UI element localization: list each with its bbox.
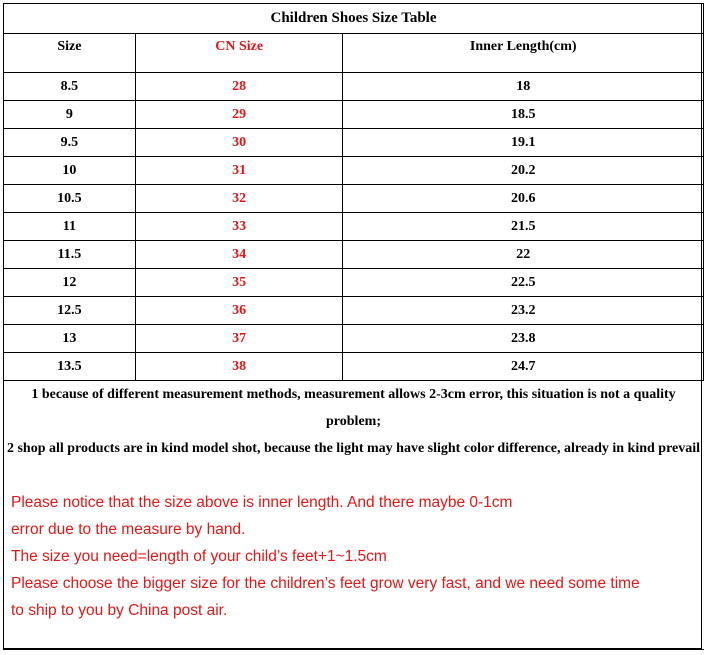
cell-inner-length: 21.5 xyxy=(343,213,704,241)
table-row xyxy=(4,101,704,129)
cell-inner-length: 22 xyxy=(343,241,704,269)
notice-line-1: Please notice that the size above is inner length. And there maybe 0-1cm xyxy=(11,494,513,511)
cell-size: 11.5 xyxy=(4,241,136,269)
cell-cn-size: 32 xyxy=(135,185,343,213)
table-row xyxy=(4,185,704,213)
notice-line-5: to ship to you by China post air. xyxy=(11,602,228,619)
table-header-row xyxy=(4,34,704,73)
cell-size: 8.5 xyxy=(4,73,136,101)
note-2: 2 shop all products are in kind model shot, because the light may have slight color difference, already in kind prevail xyxy=(6,441,701,456)
header-size: Size xyxy=(4,34,136,73)
cell-inner-length: 18 xyxy=(343,73,704,101)
notice-line-2: error due to the measure by hand. xyxy=(11,521,246,538)
cell-cn-size: 31 xyxy=(135,157,343,185)
header-cn-size: CN Size xyxy=(135,34,343,73)
cell-inner-length: 23.8 xyxy=(343,325,704,353)
table-row xyxy=(4,297,704,325)
header-inner-length: Inner Length(cm) xyxy=(343,34,704,73)
table-row xyxy=(4,353,704,381)
cell-cn-size: 33 xyxy=(135,213,343,241)
cell-size: 10.5 xyxy=(4,185,136,213)
cell-size: 10 xyxy=(4,157,136,185)
cell-size: 9 xyxy=(4,101,136,129)
cell-size: 11 xyxy=(4,213,136,241)
table-title-row xyxy=(4,4,704,34)
notes-section xyxy=(4,381,703,462)
notice-line-3: The size you need=length of your child’s feet+1~1.5cm xyxy=(11,548,387,565)
cell-inner-length: 23.2 xyxy=(343,297,704,325)
cell-inner-length: 20.6 xyxy=(343,185,704,213)
cell-cn-size: 29 xyxy=(135,101,343,129)
table-body xyxy=(4,73,704,381)
table-title: Children Shoes Size Table xyxy=(4,4,704,34)
cell-cn-size: 34 xyxy=(135,241,343,269)
note-1: 1 because of different measurement methods, measurement allows 2-3cm error, this situation is not a quality problem; xyxy=(31,387,676,429)
cell-cn-size: 37 xyxy=(135,325,343,353)
cell-cn-size: 35 xyxy=(135,269,343,297)
cell-cn-size: 38 xyxy=(135,353,343,381)
table-row xyxy=(4,241,704,269)
table-row xyxy=(4,269,704,297)
cell-cn-size: 36 xyxy=(135,297,343,325)
table-row xyxy=(4,129,704,157)
cell-size: 13 xyxy=(4,325,136,353)
cell-cn-size: 28 xyxy=(135,73,343,101)
size-table xyxy=(3,3,704,381)
notice-section xyxy=(11,489,701,624)
cell-inner-length: 18.5 xyxy=(343,101,704,129)
cell-size: 12 xyxy=(4,269,136,297)
cell-inner-length: 20.2 xyxy=(343,157,704,185)
cell-inner-length: 19.1 xyxy=(343,129,704,157)
cell-size: 12.5 xyxy=(4,297,136,325)
cell-inner-length: 22.5 xyxy=(343,269,704,297)
table-row xyxy=(4,213,704,241)
cell-cn-size: 30 xyxy=(135,129,343,157)
cell-size: 9.5 xyxy=(4,129,136,157)
cell-size: 13.5 xyxy=(4,353,136,381)
table-row xyxy=(4,325,704,353)
table-row xyxy=(4,73,704,101)
notice-line-4: Please choose the bigger size for the children’s feet grow very fast, and we need some time xyxy=(11,575,640,592)
cell-inner-length: 24.7 xyxy=(343,353,704,381)
bottom-border xyxy=(3,649,704,650)
table-row xyxy=(4,157,704,185)
